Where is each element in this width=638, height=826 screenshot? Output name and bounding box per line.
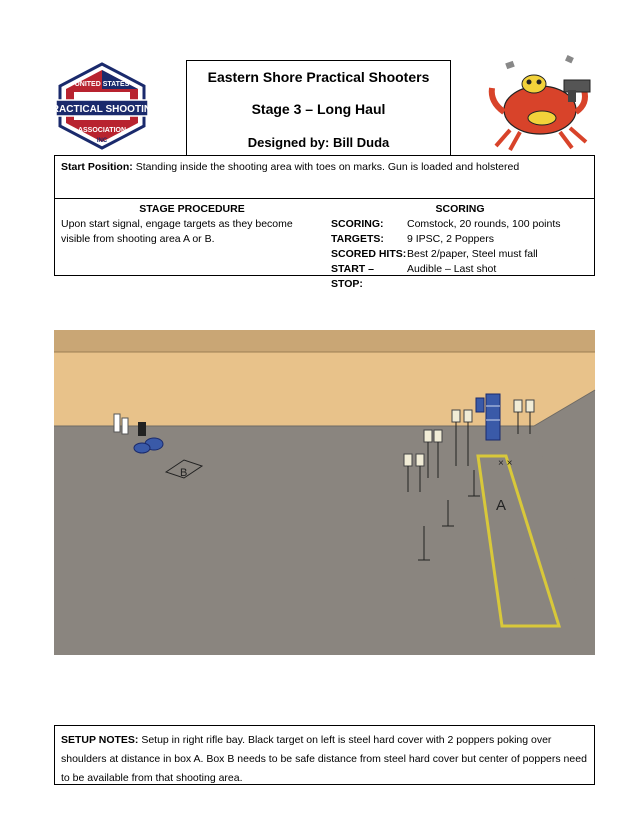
logo-arc-top: UNITED STATES xyxy=(74,81,130,88)
scoring-value: Comstock, 20 rounds, 100 points xyxy=(407,218,561,230)
scoring-value: 9 IPSC, 2 Poppers xyxy=(407,233,494,245)
procedure-heading: STAGE PROCEDURE xyxy=(139,203,245,215)
stage-title: Stage 3 – Long Haul xyxy=(251,101,386,117)
scoring-row xyxy=(331,262,589,292)
logo-main-text: PRACTICAL SHOOTING xyxy=(45,104,159,115)
scoring-row xyxy=(331,217,589,232)
procedure-text: Upon start signal, engage targets as they become visible from shooting area A or B. xyxy=(61,218,293,245)
shooting-box-a-label: A xyxy=(496,497,507,514)
procedure-scoring-box xyxy=(54,198,595,290)
stage-diagram xyxy=(54,330,595,655)
setup-notes-box xyxy=(54,725,595,785)
logo-arc-bottom: ASSOCIATION xyxy=(77,127,127,134)
scoring-key: TARGETS: xyxy=(331,233,384,245)
start-position-box xyxy=(54,155,595,199)
scoring-heading: SCORING xyxy=(435,203,485,215)
scoring-row xyxy=(331,247,589,262)
scoring-key: SCORING: xyxy=(331,218,384,230)
stage-diagram-svg xyxy=(54,330,595,655)
start-position-text: Standing inside the shooting area with toes on marks. Gun is loaded and holstered xyxy=(135,161,520,173)
crab-with-pistol-icon xyxy=(484,52,599,152)
scoring-column xyxy=(331,202,589,292)
scoring-value: Audible – Last shot xyxy=(407,263,497,275)
procedure-column xyxy=(61,202,323,247)
logo-suffix: INC xyxy=(96,138,108,144)
barrel xyxy=(134,443,150,453)
berm-back-wall xyxy=(54,352,595,426)
scoring-row xyxy=(331,232,589,247)
title-box xyxy=(186,60,451,156)
steel-hard-cover xyxy=(138,422,146,436)
bay-floor xyxy=(54,390,595,655)
scoring-key: START – STOP: xyxy=(331,263,374,290)
shooting-box-b-label: B xyxy=(180,467,188,479)
designer-line: Designed by: Bill Duda xyxy=(247,135,390,150)
scoring-value: Best 2/paper, Steel must fall xyxy=(407,248,538,260)
uspsa-logo xyxy=(45,62,159,150)
setup-notes-label: SETUP NOTES: xyxy=(61,734,139,746)
no-shoot-target xyxy=(122,418,128,434)
scoring-key: SCORED HITS: xyxy=(331,248,407,260)
club-name: Eastern Shore Practical Shooters xyxy=(207,69,430,85)
berm-top xyxy=(54,330,595,352)
toe-mark-icon: × × xyxy=(498,458,513,469)
no-shoot-target xyxy=(114,414,120,432)
setup-notes-text: Setup in right rifle bay. Black target on left is steel hard cover with 2 poppers poking over shoulders at distance in box A. Box B needs to be safe distance from steel hard cover but center of poppers need to be available from that shooting area. xyxy=(61,734,587,784)
start-position-label: Start Position: xyxy=(61,161,133,173)
